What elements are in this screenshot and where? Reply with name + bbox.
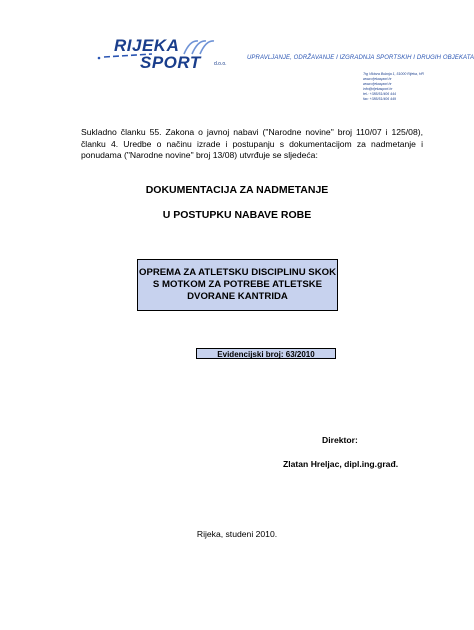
rijeka-sport-logo — [96, 36, 227, 76]
director-name: Zlatan Hreljac, dipl.ing.građ. — [283, 459, 399, 469]
document-title: DOKUMENTACIJA ZA NADMETANJE — [145, 184, 329, 196]
contact-web: www.rijekasport.hr — [363, 77, 392, 81]
subject-line-1: OPREMA ZA ATLETSKU DISCIPLINU SKOK — [138, 267, 337, 278]
contact-phone: tel.: +385/51/406 444 — [363, 92, 396, 96]
intro-line-2: članku 4. Uredbe o načinu izrade i postupanju s dokumentacijom za nadmetanje i — [81, 138, 423, 149]
subject-line-3: DVORANE KANTRIDA — [187, 291, 288, 302]
director-label: Direktor: — [322, 435, 358, 445]
subject-line-2: S MOTKOM ZA POTREBE ATLETSKE — [152, 279, 323, 290]
contact-email: info@rijekasport.hr — [363, 87, 393, 91]
logo-text-bottom: SPORT — [140, 53, 201, 72]
evidence-number-box: Evidencijski broj: 63/2010 — [196, 348, 336, 359]
logo-suffix: d.o.o. — [214, 61, 227, 67]
intro-line-1: Sukladno članku 55. Zakona o javnoj nabavi ("Narodne novine" broj 110/07 i 125/08), — [81, 127, 423, 137]
contact-address: Trg Viktora Bubnja 1, 51000 Rijeka, HR — [363, 72, 424, 76]
document-subtitle: U POSTUPKU NABAVE ROBE — [162, 209, 312, 221]
intro-line-3: ponudama ("Narodne novine" broj 13/08) utvrđuje se sljedeća: — [81, 150, 318, 160]
procurement-subject-box — [137, 259, 338, 311]
place-and-date: Rijeka, studeni 2010. — [196, 529, 278, 539]
company-tagline: UPRAVLJANJE, ODRŽAVANJE I IZGRADNJA SPORTSKIH I DRUGIH OBJEKATA — [247, 55, 474, 61]
intro-paragraph — [81, 127, 423, 162]
contact-block — [363, 72, 424, 102]
contact-web-2: www.rijekasport.hr — [363, 82, 392, 86]
contact-fax: fax: +385/51/406 449 — [363, 97, 396, 101]
logo-text-top: RIJEKA — [114, 36, 180, 55]
